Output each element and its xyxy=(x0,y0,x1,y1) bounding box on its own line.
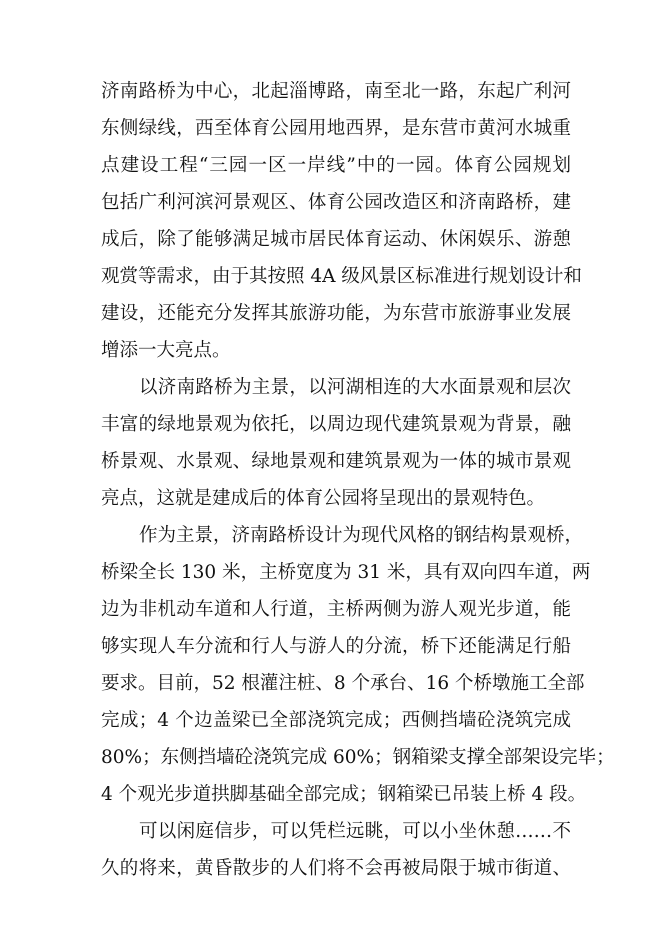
text-line: 东侧绿线，西至体育公园用地西界，是东营市黄河水城重 xyxy=(101,118,571,139)
text-line: 亮点，这就是建成后的体育公园将呈现出的景观特色。 xyxy=(101,488,546,509)
text-line: 增添一大亮点。 xyxy=(101,340,231,361)
paragraph-first-line: 可以闲庭信步，可以凭栏远眺，可以小坐休憩……不 xyxy=(139,821,571,842)
text-line: 成后，除了能够满足城市居民体育运动、休闲娱乐、游憩 xyxy=(101,229,571,250)
paragraph-first-line: 以济南路桥为主景，以河湖相连的大水面景观和层次 xyxy=(139,377,571,398)
text-line: 边为非机动车道和人行道，主桥两侧为游人观光步道，能 xyxy=(101,599,571,620)
paragraph-first-line: 作为主景，济南路桥设计为现代风格的钢结构景观桥， xyxy=(139,525,584,546)
text-line: 4 个观光步道拱脚基础全部完成；钢箱梁已吊装上桥 4 段。 xyxy=(101,784,587,805)
text-line: 80%；东侧挡墙砼浇筑完成 60%；钢箱梁支撑全部架设完毕； xyxy=(101,747,615,768)
text-line: 完成；4 个边盖梁已全部浇筑完成；西侧挡墙砼浇筑完成 xyxy=(101,710,571,731)
text-line: 建设，还能充分发挥其旅游功能，为东营市旅游事业发展 xyxy=(101,303,571,324)
text-line: 丰富的绿地景观为依托，以周边现代建筑景观为背景，融 xyxy=(101,414,571,435)
text-line: 济南路桥为中心，北起淄博路，南至北一路，东起广利河 xyxy=(101,81,571,102)
text-line: 桥景观、水景观、绿地景观和建筑景观为一体的城市景观 xyxy=(101,451,571,472)
text-line: 包括广利河滨河景观区、体育公园改造区和济南路桥，建 xyxy=(101,192,571,213)
text-line: 要求。目前，52 根灌注桩、8 个承台、16 个桥墩施工全部 xyxy=(101,673,585,694)
text-line: 够实现人车分流和行人与游人的分流，桥下还能满足行船 xyxy=(101,636,571,657)
text-line: 桥梁全长 130 米，主桥宽度为 31 米，具有双向四车道，两 xyxy=(101,562,591,583)
text-line: 观赏等需求，由于其按照 4A 级风景区标准进行规划设计和 xyxy=(101,266,582,287)
text-line: 久的将来，黄昏散步的人们将不会再被局限于城市街道、 xyxy=(101,858,571,879)
text-line: 点建设工程“三园一区一岸线”中的一园。体育公园规划 xyxy=(101,155,571,176)
